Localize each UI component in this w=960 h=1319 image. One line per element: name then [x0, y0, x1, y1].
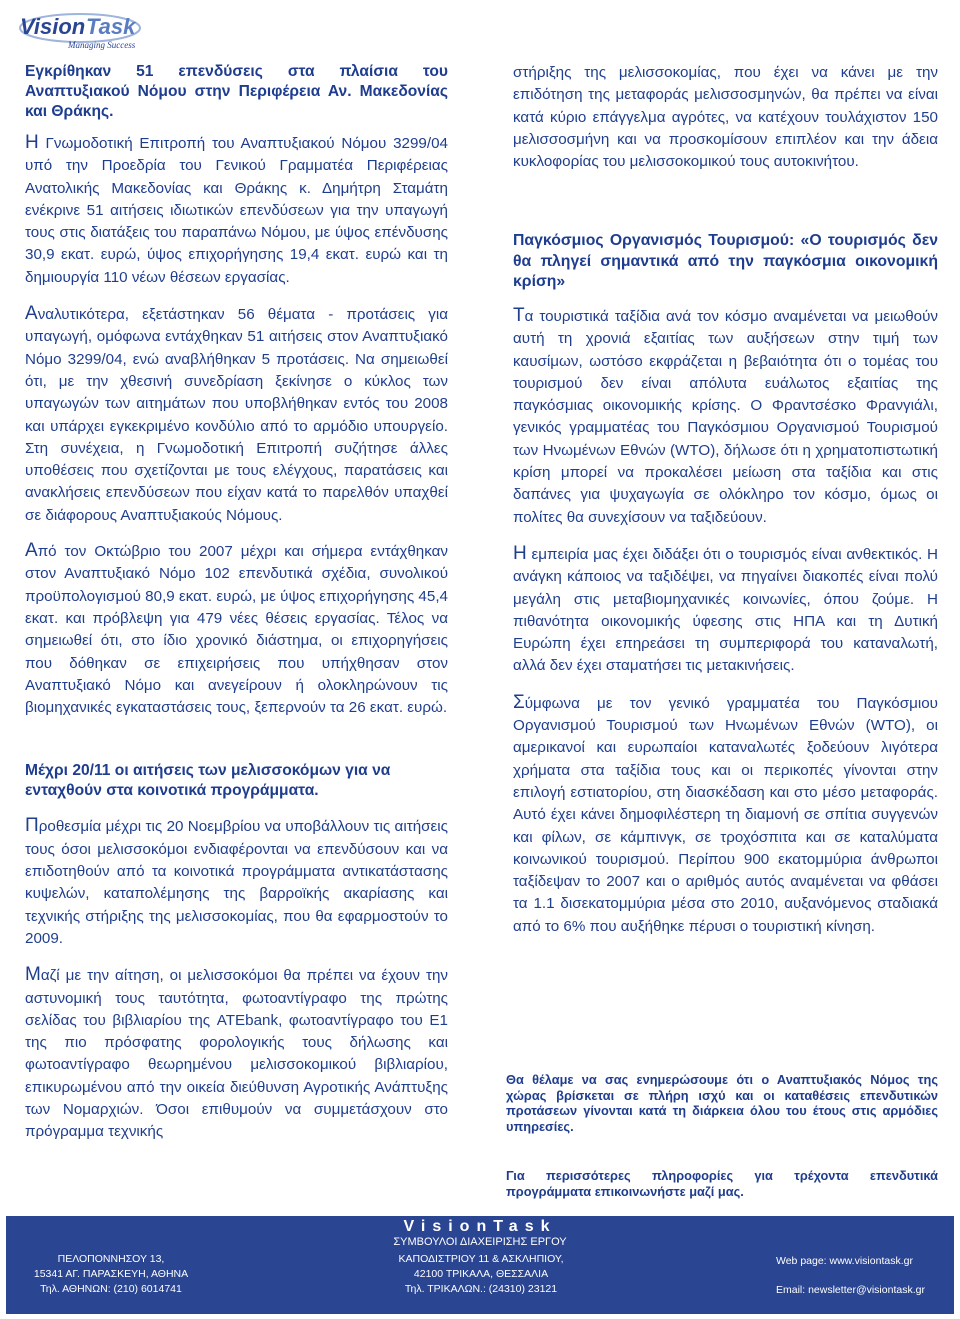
footer-contact [776, 1254, 946, 1312]
paragraph-text: εμπειρία μας έχει διδάξει ότι ο τουρισμός είναι ανθεκτικός. Η ανάγκη κάποιος να ταξιδέψει, να πηγαίνει διακοπές είναι πολύ μεγάλη στις μεταβιομηχανικές κοινωνίες, όπου ζούμε. Η πιθανότητα οικονομικής ύφεσης στις ΗΠΑ και τη Δυτική Ευρώπη έχει επηρεάσει τη συμπεριφορά του καταναλωτή, αλλά δεν έχει σταματήσει τις μετακινήσεις. [513, 545, 938, 675]
paragraph-committee [25, 132, 448, 289]
drop-cap: Τ [513, 304, 525, 326]
footer-subtitle: ΣΥΜΒΟΥΛΟΙ ΔΙΑΧΕΙΡΙΣΗΣ ΕΡΓΟΥ [393, 1236, 567, 1248]
drop-cap: Η [25, 132, 39, 153]
paragraph-wto-consumers [513, 692, 938, 938]
logo-graphic [16, 8, 146, 52]
address-line: ΠΕΛΟΠΟΝΝΗΣΟΥ 13, [57, 1253, 165, 1265]
visiontask-logo [16, 8, 146, 52]
phone-line: Τηλ. ΑΘΗΝΩΝ: (210) 6014741 [40, 1283, 182, 1295]
heading-tourism: Παγκόσμιος Οργανισμός Τουρισμού: «Ο τουρισμός δεν θα πληγεί σημαντικά από την παγκόσμια οικονομική κρίση» [513, 232, 938, 291]
note-development-law: Θα θέλαμε να σας ενημερώσουμε ότι ο Αναπτυξιακός Νόμος της χώρας βρίσκεται σε πλήρη ισχύ και οι καταθέσεις επενδυτικών προτάσεων γίνονται κατά τη διάρκεια όλου του έτους στις αρμόδιες υπηρεσίες. [506, 1072, 938, 1134]
svg-text:Vision: Vision [20, 14, 86, 39]
address-line: ΚΑΠΟΔΙΣΤΡΙΟΥ 11 & ΑΣΚΛΗΠΙΟΥ, [398, 1253, 564, 1265]
drop-cap: Μ [25, 964, 41, 986]
paragraph-text: πό τον Οκτώβριο του 2007 μέχρι και σήμερα εντάχθηκαν στον Αναπτυξιακό Νόμο 102 επενδυτικά σχέδια, συνολικού προϋπολογισμού 80,9 εκατ. ευρώ, με ύψος επιχορήγησης 45,4 εκατ. και πρόβλεψη για 479 νέες θέσεις εργασίας. Τέλος να σημειωθεί ότι, στο ίδιο χρονικό διάστημα, οι επιχορηγήσεις που δόθηκαν σε επιχειρήσεις που υπήχθησαν στον Αναπτυξιακό Νόμο και ανεγείρουν ή ολοκληρώνουν τις βιομηχανικές εγκαταστάσεις τους, ξεπερνούν τα 26 εκατ. ευρώ. [25, 543, 448, 717]
drop-cap: Α [25, 540, 38, 562]
paragraph-text: ύμφωνα με τον γενικό γραμματέα του Παγκόσμιου Οργανισμού Τουρισμού των Ηνωμένων Εθνών (WTO), οι αμερικανοί και ευρωπαίοι καταναλωτές ξοδεύουν λιγότερα χρήματα στα ταξίδια τους και οι περικοπές γίνονται στην επιλογή εστιατορίου, στη διασκέδαση και στο μέσο μεταφοράς. Αυτό έχει κάνει δημοφιλέστερη τη διαμονή σε σπίτια συγγενών και φίλων, σε κάμπινγκ, σε τροχόσπιτα και σε καταλύματα κοινωνικού τουρισμού. Περίπου 900 εκατομμύρια άνθρωποι ταξίδεψαν το 2007 και ο αριθμός αυτός αναμένεται να φθάσει τα 1.1 δισεκατομμύρια μέσα στο 2010, αυξανόμενος σταδιακά από το 6% που αυξήθηκε πέρυσι ο τουριστική κίνηση. [513, 694, 938, 935]
heading-beekeepers: Μέχρι 20/11 οι αιτήσεις των μελισσοκόμων για να ενταχθούν στα κοινοτικά προγράμματα. [25, 762, 391, 800]
right-column [513, 62, 938, 938]
drop-cap: Σ [513, 691, 525, 713]
paragraph-text: ροθεσμία μέχρι τις 20 Νοεμβρίου να υποβάλλουν τις αιτήσεις τους όσοι μελισσοκόμοι ενδιαφέρονται να επενδύσουν και να επιδοτηθούν από τα κοινοτικά προγράμματα αντικατάστασης κυψελών, καταπολέμησης της βαρροϊκής ακαρίασης και τεχνικής στήριξης της μελισσοκομίας, που θα εφαρμοστούν το 2009. [25, 818, 448, 947]
paragraph-since-october [25, 540, 448, 719]
email-link[interactable]: Email: newsletter@visiontask.gr [776, 1284, 925, 1296]
paragraph-text: α τουριστικά ταξίδια ανά τον κόσμο αναμένεται να μειωθούν αυτή τη χρονιά εξαιτίας των αυξήσεων στην τιμή των καυσίμων, ωστόσο εκφράζεται η βεβαιότητα ότι ο τομέας του τουρισμού δεν είναι απόλυτα ευάλωτος εξαιτίας της παγκόσμιας οικονομικής κρίσης. Ο Φραντσέσκο Φρανγιάλι, γενικός γραμματέας του Παγκόσμιου Οργανισμού Τουρισμού των Ηνωμένων Εθνών (WTO), δήλωσε ότι η χρηματοπιστωτική κρίση μπορεί να προκαλέσει μείωση στα ταξίδια και στις δαπάνες για ψυχαγωγία σε ολόκληρο τον κόσμο, όμως οι πολίτες θα συνεχίσουν να ταξιδεύουν. [513, 307, 938, 526]
paragraph-analysis [25, 303, 448, 527]
paragraph-text: ναλυτικότερα, εξετάστηκαν 56 θέματα - προτάσεις για υπαγωγή, ομόφωνα εντάχθηκαν 51 αιτήσεις στον Αναπτυξιακό Νόμο 3299/04, ενώ αναβλήθηκαν 5 προτάσεις. Να σημειωθεί ότι, με την χθεσινή συνεδρίαση ξεκίνησε ο κύκλος των υπαγωγών των αιτημάτων που υποβλήθηκαν εντός του 2008 και υπάρχει εγκεκριμένο κονδύλιο από το αρμόδιο υπουργείο. Στη συνέχεια, η Γνωμοδοτική Επιτροπή συζήτησε άλλες υποθέσεις που σχετίζονται με τους ελέγχους, παρατάσεις και ανακλήσεις επενδύσεων που είχαν κατά το παρελθόν υπαχθεί σε διάφορους Αναπτυξιακούς Νόμους. [25, 306, 448, 524]
left-column [25, 62, 448, 1144]
svg-text:Task: Task [86, 14, 136, 39]
footer-brand: VisionTask [403, 1218, 557, 1235]
headline-investments: Εγκρίθηκαν 51 επενδύσεις στα πλαίσια του Αναπτυξιακού Νόμου στην Περιφέρεια Αν. Μακεδονίας και Θράκης. [25, 63, 448, 120]
paragraph-text: Γνωμοδοτική Επιτροπή του Αναπτυξιακού Νόμου 3299/04 υπό την Προεδρία του Γενικού Γραμματέα Περιφέρειας Ανατολικής Μακεδονίας και Θράκης κ. Δημήτρη Σταμάτη ενέκρινε 51 αιτήσεις ιδιωτικών επενδύσεων για την υπαγωγή τους στις διατάξεις του παραπάνω Νόμου, με ύψος επένδυσης 30,9 εκατ. ευρώ, ύψος επιχορήγησης 19,4 εκατ. ευρώ και τη δημιουργία 110 νέων θέσεων εργασίας. [25, 135, 448, 286]
drop-cap: Η [513, 542, 527, 564]
paragraph-continuation: στήριξης της μελισσοκομίας, που έχει να κάνει με την επιδότηση της μεταφοράς μελισσοσμηνών, θα πρέπει να είναι κατά κύριο επάγγελμα αγρότες, να κατέχουν τουλάχιστον 150 μελισσοσμήνη και να προσκομίσουν επιπλέον και την άδεια κυκλοφορίας του μελισσοκομικού τους αυτοκινήτου. [513, 64, 938, 171]
phone-line: Τηλ. ΤΡΙΚΑΛΩΝ.: (24310) 23121 [404, 1283, 558, 1295]
paragraph-documents [25, 964, 448, 1143]
footer-athens-address [16, 1252, 206, 1297]
paragraph-deadline [25, 815, 448, 950]
web-link[interactable]: Web page: www.visiontask.gr [776, 1255, 913, 1267]
footer [6, 1216, 954, 1314]
drop-cap: Π [25, 815, 39, 837]
paragraph-text: αζί με την αίτηση, οι μελισσοκόμοι θα πρέπει να έχουν την αστυνομική τους ταυτότητα, φωτοαντίγραφο της πρώτης σελίδας του βιβλιαρίου της ATEbank, φωτοαντίγραφο του Ε1 της πιο πρόσφατης φορολογικής τους δήλωσης και φωτοαντίγραφο θεωρημένου μελισσοκομικού βιβλιαρίου, επικυρωμένου από την οικεία διεύθυνση Αγροτικής Ανάπτυξης των Νομαρχιών. Όσοι επιθυμούν να συμμετάσχουν στο πρόγραμμα τεχνικής [25, 967, 448, 1141]
address-line: 42100 ΤΡΙΚΑΛΑ, ΘΕΣΣΑΛΙΑ [413, 1268, 549, 1280]
paragraph-tourism-travel [513, 305, 938, 529]
svg-text:Managing Success: Managing Success [68, 40, 136, 50]
address-line: 15341 ΑΓ. ΠΑΡΑΣΚΕΥΗ, ΑΘΗΝΑ [33, 1268, 189, 1280]
paragraph-experience [513, 543, 938, 678]
drop-cap: Α [25, 303, 38, 325]
footer-trikala-address [376, 1252, 586, 1297]
note-contact-us: Για περισσότερες πληροφορίες για τρέχοντα επενδυτικά προγράμματα επικοινωνήστε μαζί μας. [506, 1168, 938, 1199]
